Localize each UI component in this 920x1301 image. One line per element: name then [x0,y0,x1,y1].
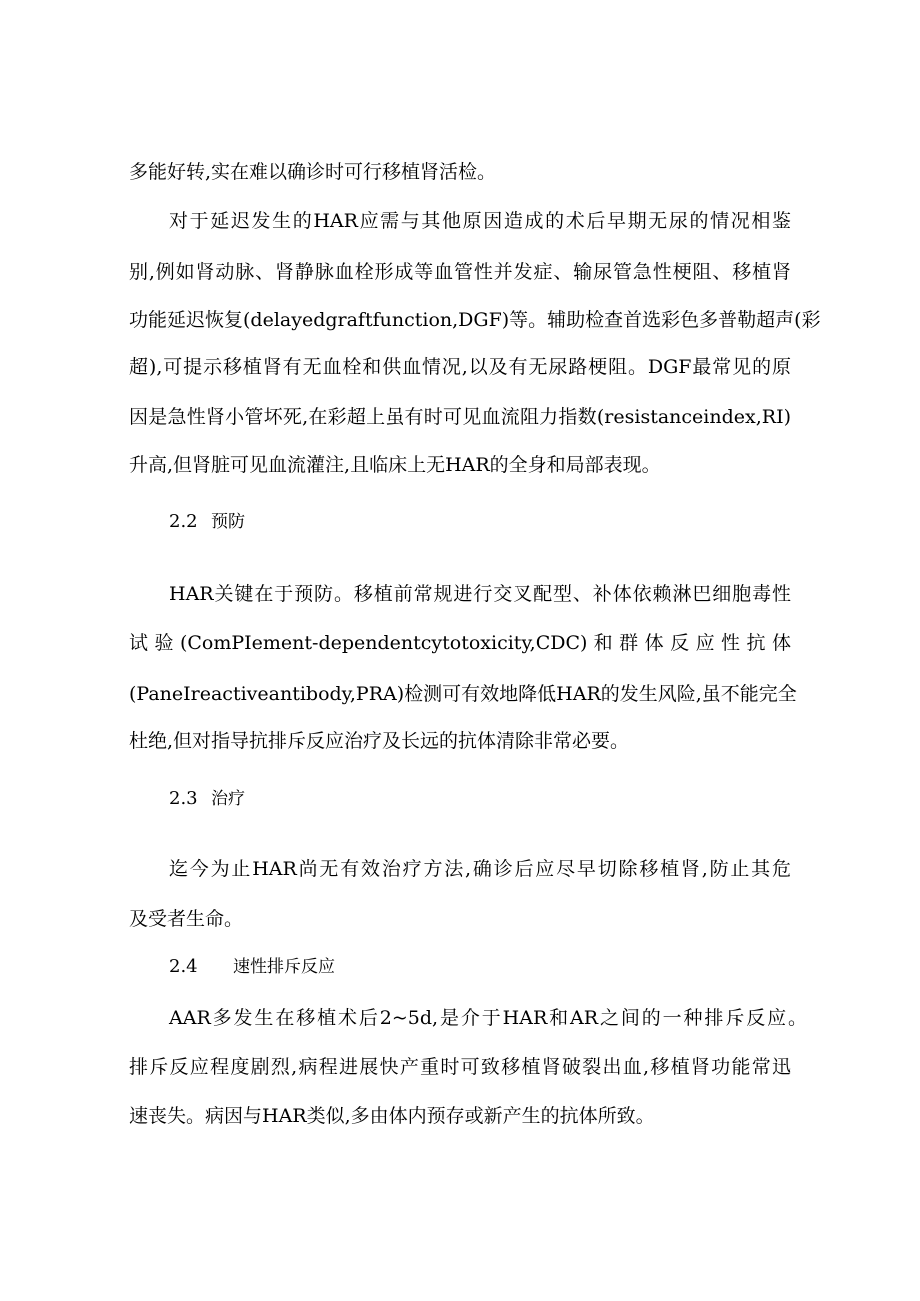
paragraph-line: 杜绝,但对指导抗排斥反应治疗及长远的抗体清除非常必要。 [129,730,630,752]
paragraph-line: (PaneIreactiveantibody,PRA)检测可有效地降低HAR的发生风险,虽不能完全 [129,683,797,705]
paragraph-line: 及受者生命。 [129,908,244,930]
paragraph-line: AAR多发生在移植术后2~5d,是介于HAR和AR之间的一种排斥反应。 [169,1007,807,1029]
section-number: 2.2 [169,511,198,532]
section-heading-2-4 [169,951,469,983]
paragraph-line: 试 验 (ComPIement-dependentcytotoxicity,CDC) 和 群 体 反 应 性 抗 体 [129,632,791,654]
section-heading-2-3 [169,783,469,815]
section-title: 预防 [211,512,245,532]
paragraph-line: 对于延迟发生的HAR应需与其他原因造成的术后早期无尿的情况相鉴 [169,210,791,232]
paragraph-line: 超),可提示移植肾有无血栓和供血情况,以及有无尿路梗阻。DGF最常见的原 [129,356,791,378]
paragraph-line: 迄今为止HAR尚无有效治疗方法,确诊后应尽早切除移植肾,防止其危 [169,858,791,880]
section-number: 2.3 [169,788,198,809]
paragraph-line: 别,例如肾动脉、肾静脉血栓形成等血管性并发症、输尿管急性梗阻、移植肾 [129,261,791,283]
paragraph-line: 速丧失。病因与HAR类似,多由体内预存或新产生的抗体所致。 [129,1105,655,1127]
section-heading-2-2 [169,506,469,538]
section-number: 2.4 [169,956,198,977]
paragraph-line: 排斥反应程度剧烈,病程进展快产重时可致移植肾破裂出血,移植肾功能常迅 [129,1056,791,1078]
section-title: 速性排斥反应 [233,957,335,977]
paragraph-line: HAR关键在于预防。移植前常规进行交叉配型、补体依赖淋巴细胞毒性 [169,583,791,605]
paragraph-line: 功能延迟恢复(delayedgraftfunction,DGF)等。辅助检查首选彩色多普勒超声(彩 [129,309,821,331]
paragraph-line: 升高,但肾脏可见血流灌注,且临床上无HAR的全身和局部表现。 [129,454,661,476]
paragraph-line: 因是急性肾小管坏死,在彩超上虽有时可见血流阻力指数(resistanceindex,RI) [129,406,791,428]
paragraph-line: 多能好转,实在难以确诊时可行移植肾活检。 [129,161,497,183]
section-title: 治疗 [211,789,245,809]
